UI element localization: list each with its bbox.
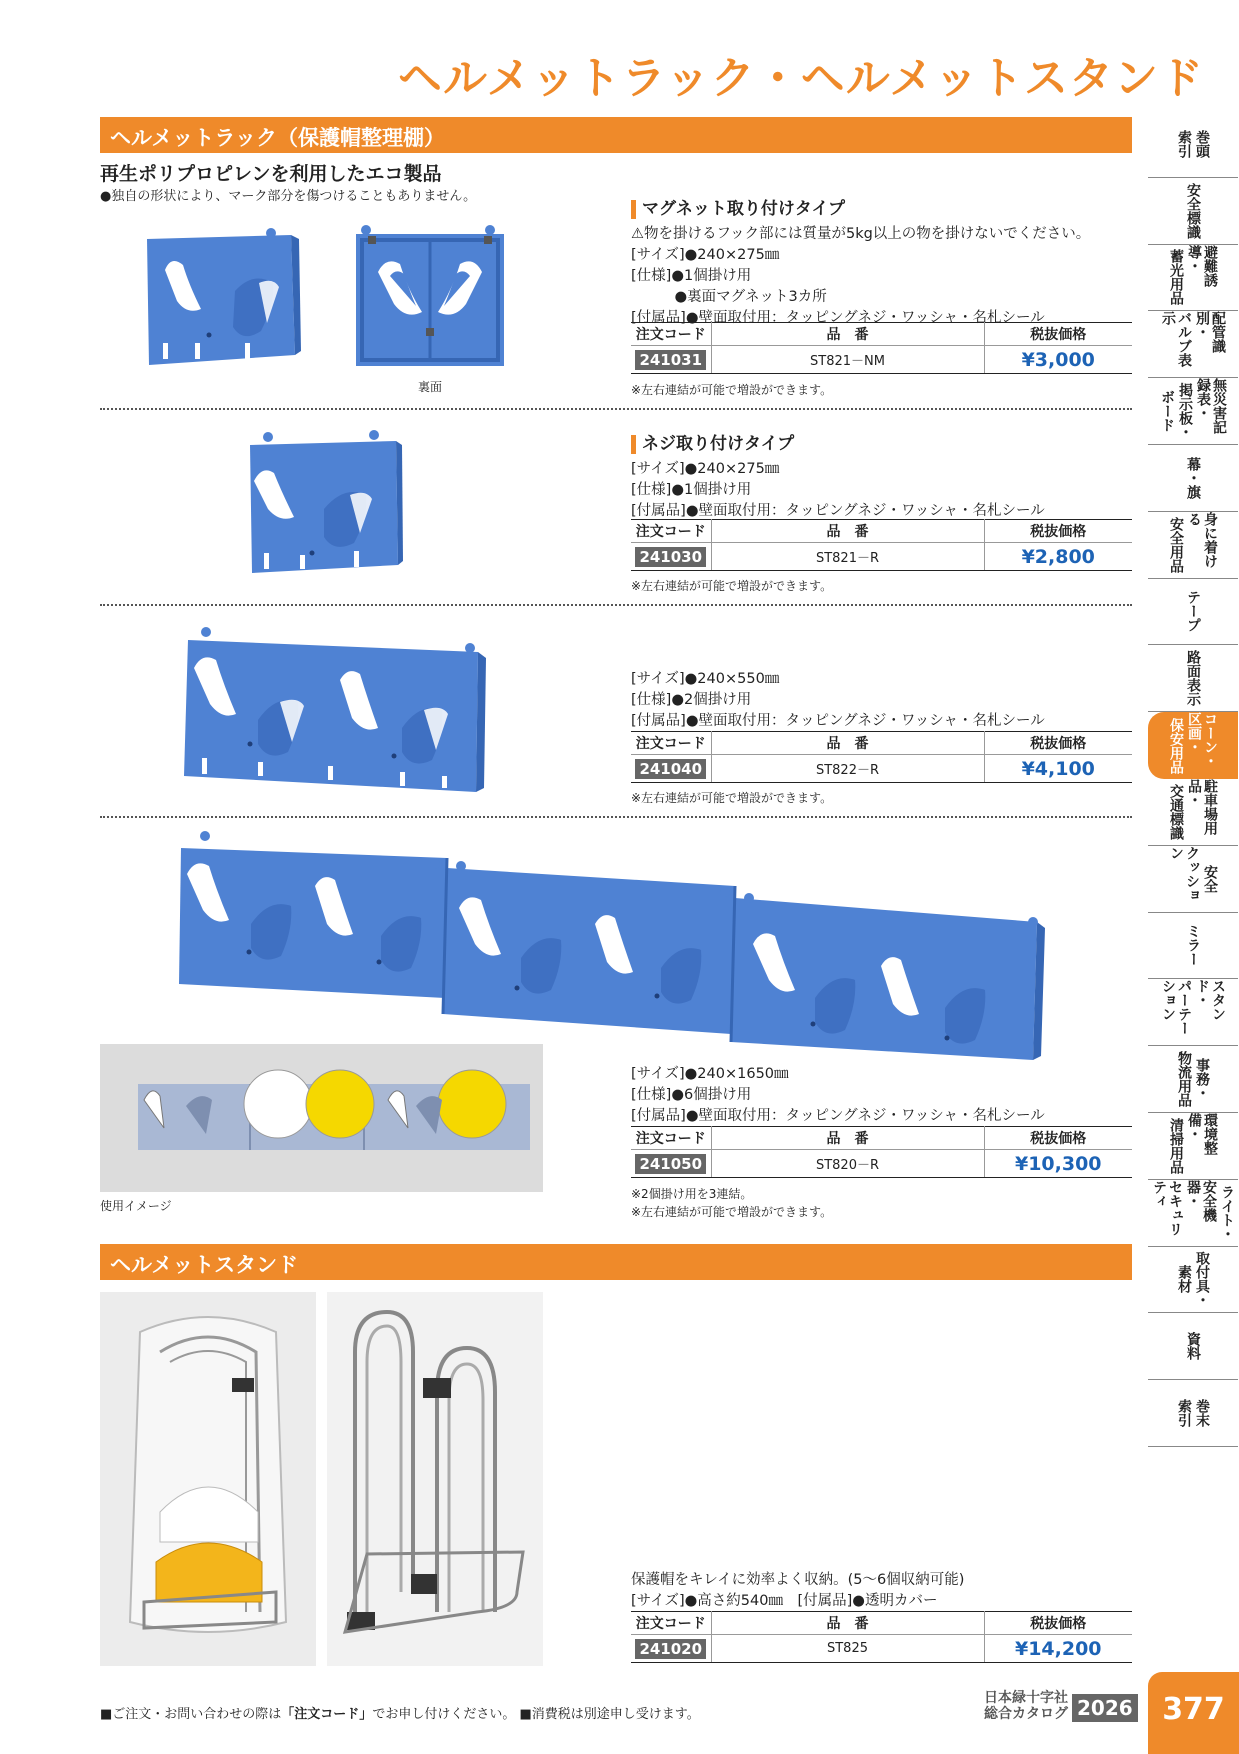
divider [100,604,1132,606]
brand-line-1: 日本緑十字社 [984,1690,1068,1706]
header-code: 注文コード [631,732,711,755]
product-4-spec-size: [サイズ]●240×1650㎜ [631,1066,789,1082]
header-part: 品 番 [711,1612,984,1635]
product-4-spec-accessory: [付属品]●壁面取付用：タッピングネジ・ワッシャ・名札シール [631,1108,1045,1124]
product-2-note: ※左右連結が可能で増設ができます。 [631,579,833,593]
order-code: 241040 [635,759,706,779]
category-tab[interactable] [1148,245,1238,312]
product-2-spec-size: [サイズ]●240×275㎜ [631,461,780,477]
product-4-note-1: ※2個掛け用を3連結。 [631,1187,753,1201]
category-tab[interactable] [1148,645,1238,712]
category-tab[interactable] [1148,1247,1238,1314]
category-tab-label: 取付具・ [1194,1251,1210,1308]
category-tab-label: テープ [1185,590,1201,633]
stand-frame-image [327,1292,543,1666]
catalog-year: 2026 [1072,1694,1138,1722]
category-tab-label: ミラー [1185,924,1201,967]
price: ¥2,800 [1021,545,1095,568]
category-tab-label: 安全 [1202,864,1218,893]
order-code: 241031 [635,350,706,370]
category-tab-label: 巻頭 [1194,129,1210,158]
product-1-spec-accessory: [付属品]●壁面取付用：タッピングネジ・ワッシャ・名札シール [631,310,1045,326]
stand-spec: [サイズ]●高さ約540㎜ [付属品]●透明カバー [631,1593,938,1609]
usage-image [100,1044,543,1192]
category-tab-label: 巻末 [1194,1399,1210,1428]
price: ¥3,000 [1021,348,1095,371]
category-tab[interactable] [1148,1113,1238,1180]
category-tab-label: パーテーション [1160,979,1192,1036]
page-number: 377 [1148,1672,1239,1754]
category-index-tabs [1148,111,1238,1447]
part-number: ST825 [711,1635,984,1663]
category-tab-label: 清掃用品 [1168,1117,1184,1174]
category-tab[interactable] [1148,111,1238,178]
section-bar-helmet-rack: ヘルメットラック（保護帽整理棚） [100,117,1132,153]
category-tab-label: 交通標識 [1168,783,1184,840]
footer-note [100,1703,700,1722]
header-price: 税抜価格 [984,520,1132,543]
category-tab[interactable] [1148,846,1238,913]
price: ¥10,300 [1014,1152,1102,1175]
order-code: 241050 [635,1154,706,1174]
usage-caption: 使用イメージ [100,1199,172,1213]
product-1-order-table [631,322,1132,374]
category-tab[interactable] [1148,779,1238,846]
header-part: 品 番 [711,323,984,346]
category-tab-label: 身に着ける [1186,511,1218,568]
category-tab-label: 索引 [1176,1399,1192,1428]
footer-note-post: でお申し付けください。 ■消費税は別途申し受けます。 [372,1707,700,1722]
category-tab-label: バルブ表示 [1160,311,1192,368]
product-2-spec-type: [仕様]●1個掛け用 [631,482,752,498]
product-1-spec-size: [サイズ]●240×275㎜ [631,247,780,263]
header-part: 品 番 [711,732,984,755]
rack-screw-image [244,425,404,575]
product-4-note-2: ※左右連結が可能で増設ができます。 [631,1205,833,1219]
category-tab-label: 保安用品 [1168,717,1184,774]
category-tab[interactable] [1148,1046,1238,1113]
section-bar-helmet-stand: ヘルメットスタンド [100,1244,1132,1280]
header-price: 税抜価格 [984,1612,1132,1635]
category-tab-label: 無災害記録表・ [1195,378,1227,435]
product-1-title: マグネット取り付けタイプ [631,200,845,219]
price: ¥4,100 [1021,757,1095,780]
category-tab[interactable] [1148,311,1238,378]
product-1-warning: ⚠物を掛けるフック部には質量が5kg以上の物を掛けないでください。 [631,226,1091,242]
category-tab-label: ライト・ [1219,1184,1235,1241]
header-code: 注文コード [631,520,711,543]
category-tab-label: 資料 [1185,1332,1201,1361]
stand-with-cover-image [100,1292,316,1666]
product-2-title: ネジ取り付けタイプ [631,435,794,454]
part-number: ST822－R [711,755,984,783]
product-3-spec-accessory: [付属品]●壁面取付用：タッピングネジ・ワッシャ・名札シール [631,713,1045,729]
product-3-order-table [631,731,1132,783]
category-tab[interactable] [1148,378,1238,445]
header-part: 品 番 [711,1127,984,1150]
footer-note-bold: 「注文コード」 [281,1707,373,1722]
stand-order-table [631,1611,1132,1663]
divider [100,408,1132,410]
category-tab-label: 安全機器・ [1185,1179,1217,1222]
header-code: 注文コード [631,1612,711,1635]
product-4-order-table [631,1126,1132,1178]
category-tab[interactable] [1148,712,1238,779]
order-code: 241020 [635,1639,706,1659]
stand-description: 保護帽をキレイに効率よく収納。(5～6個収納可能) [631,1572,965,1588]
order-code: 241030 [635,547,706,567]
page-title: ヘルメットラック・ヘルメットスタンド [397,53,1204,104]
category-tab-label: 安全用品 [1168,516,1184,573]
section-headline: 再生ポリプロピレンを利用したエコ製品 [100,163,442,185]
brand-line-2: 総合カタログ [984,1706,1068,1722]
category-tab[interactable] [1148,1313,1238,1380]
product-3-spec-size: [サイズ]●240×550㎜ [631,671,780,687]
product-2-order-table [631,519,1132,571]
header-part: 品 番 [711,520,984,543]
category-tab-label: セキュリティ [1151,1179,1183,1236]
category-tab-label: コーン・区画・ [1186,712,1218,769]
category-tab-label: 蓄光用品 [1168,249,1184,306]
price: ¥14,200 [1014,1637,1102,1660]
category-tab[interactable] [1148,979,1238,1046]
divider [100,816,1132,818]
rack-magnet-back-image [350,220,510,370]
product-3-note: ※左右連結が可能で増設ができます。 [631,791,833,805]
category-tab-label: 掲示板・ [1177,383,1193,440]
category-tab[interactable] [1148,1380,1238,1447]
category-tab-label: 避難誘導・ [1186,244,1218,287]
rack-six-image [175,828,1055,1068]
category-tab-label: 配管識別・ [1194,311,1226,354]
header-code: 注文コード [631,1127,711,1150]
category-tab[interactable] [1148,579,1238,646]
footer-note-pre: ■ご注文・お問い合わせの際は [100,1707,282,1722]
back-caption: 裏面 [418,380,443,394]
category-tab-label: 路面表示 [1185,650,1201,707]
product-1-spec-type: [仕様]●1個掛け用 [631,268,752,284]
part-number: ST821－NM [711,346,984,374]
category-tab-label: 事務・ [1194,1058,1210,1101]
part-number: ST820－R [711,1150,984,1178]
header-price: 税抜価格 [984,323,1132,346]
product-4-spec-type: [仕様]●6個掛け用 [631,1087,752,1103]
category-tab-label: 安全標識 [1185,182,1201,239]
category-tab-label: 素材 [1176,1265,1192,1294]
category-tab-label: スタンド・ [1194,979,1226,1022]
category-tab[interactable] [1148,1180,1238,1247]
header-code: 注文コード [631,323,711,346]
product-1-note: ※左右連結が可能で増設ができます。 [631,383,833,397]
category-tab[interactable] [1148,512,1238,579]
header-price: 税抜価格 [984,1127,1132,1150]
rack-double-image [180,616,490,806]
feature-note: ●独自の形状により、マーク部分を傷つけることもありません。 [100,189,477,204]
brand [968,1690,1068,1722]
rack-magnet-front-image [143,225,303,371]
header-price: 税抜価格 [984,732,1132,755]
category-tab[interactable] [1148,178,1238,245]
product-3-spec-type: [仕様]●2個掛け用 [631,692,752,708]
category-tab-label: 駐車場用品・ [1186,778,1218,835]
product-2-spec-accessory: [付属品]●壁面取付用：タッピングネジ・ワッシャ・名札シール [631,503,1045,519]
category-tab-label: ボード [1159,390,1175,433]
category-tab-label: クッション [1168,845,1200,902]
category-tab-label: 索引 [1176,129,1192,158]
product-1-spec-magnet: ●裏面マグネット3カ所 [631,289,827,305]
category-tab[interactable] [1148,445,1238,512]
part-number: ST821－R [711,543,984,571]
category-tab-label: 物流用品 [1176,1051,1192,1108]
category-tab[interactable] [1148,913,1238,980]
category-tab-label: 幕・旗 [1185,456,1201,499]
category-tab-label: 環境整備・ [1186,1112,1218,1155]
